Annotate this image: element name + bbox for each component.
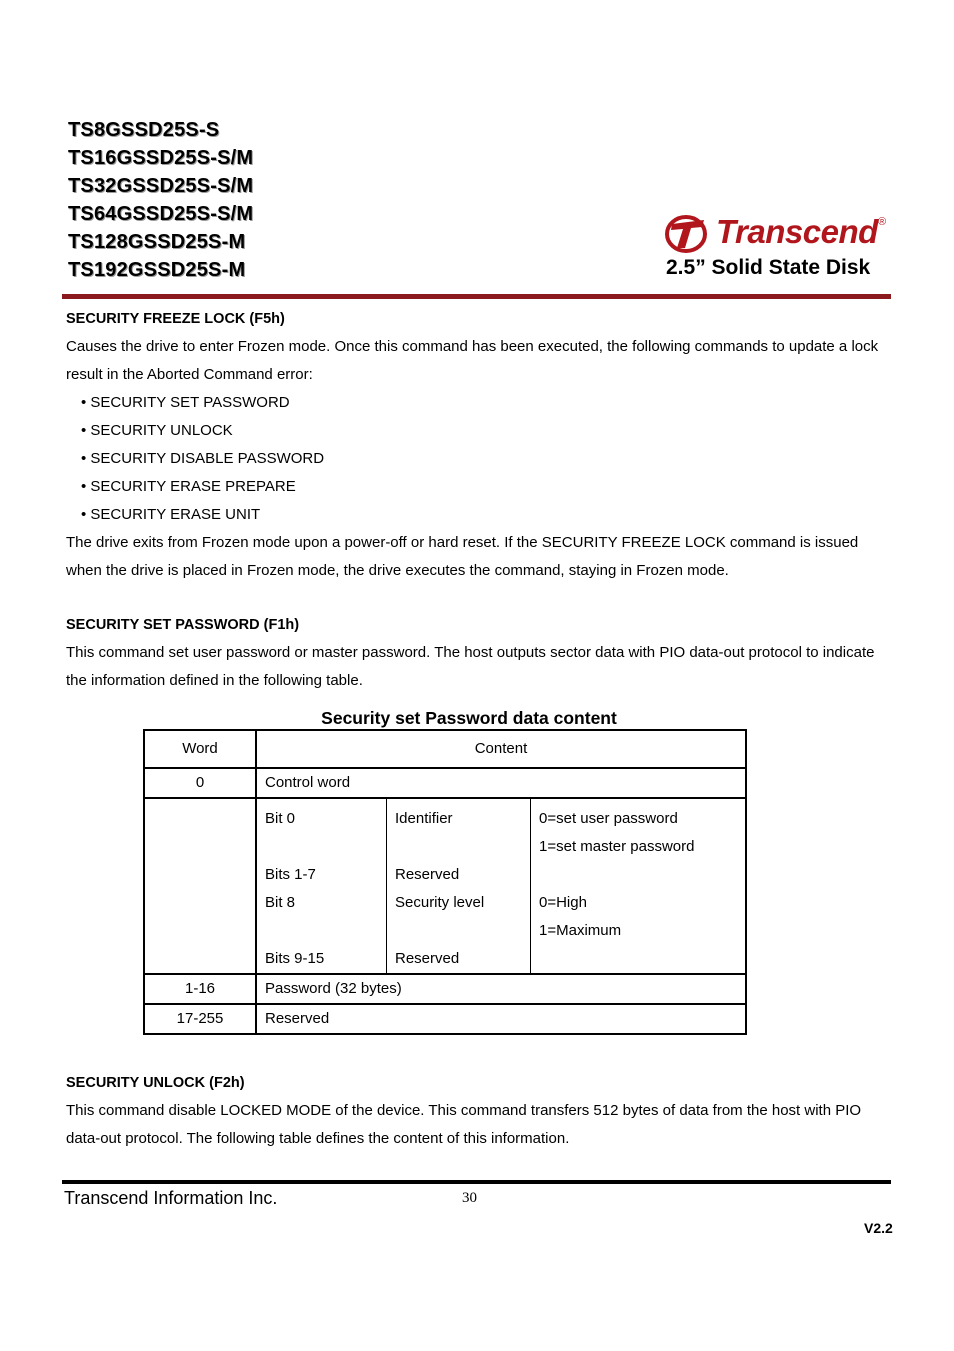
word-cell: 17-255 <box>144 1004 256 1034</box>
value-label: 0=set user password <box>539 810 678 827</box>
registered-mark: ® <box>878 216 887 228</box>
list-item: • SECURITY DISABLE PASSWORD <box>81 450 325 467</box>
content-cell: Password (32 bytes) <box>256 974 746 1004</box>
paragraph-line: when the drive is placed in Frozen mode, the drive executes the command, staying in Frozen mode. <box>66 562 729 579</box>
page-number: 30 <box>462 1190 477 1206</box>
model-name: TS128GSSD25S-M <box>68 231 246 253</box>
field-label <box>395 833 530 861</box>
document-body <box>66 305 902 1153</box>
bit-label: Bits 9-15 <box>265 950 325 967</box>
table-caption: Security set Password data content <box>321 708 617 728</box>
table-row <box>144 974 746 1004</box>
bit-label: Bit 8 <box>265 894 296 911</box>
paragraph-line: Causes the drive to enter Frozen mode. Once this command has been executed, the following commands to update a lock <box>66 338 879 355</box>
header-content: Content <box>256 730 746 768</box>
field-label: Reserved <box>395 866 460 883</box>
word-cell: 1-16 <box>144 974 256 1004</box>
field-label: Reserved <box>395 950 460 967</box>
header-divider <box>62 294 891 299</box>
section-heading-unlock: SECURITY UNLOCK (F2h) <box>66 1075 245 1091</box>
paragraph-line: data-out protocol. The following table defines the content of this information. <box>66 1130 570 1147</box>
bit-label <box>265 833 386 861</box>
table-row <box>144 798 746 974</box>
model-list <box>68 116 253 284</box>
list-item: • SECURITY UNLOCK <box>81 422 233 439</box>
field-label: Security level <box>395 894 485 911</box>
table-header-row <box>144 730 746 768</box>
word-cell-empty <box>144 798 256 974</box>
table-row <box>144 768 746 798</box>
model-name: TS32GSSD25S-S/M <box>68 175 254 197</box>
spacer <box>66 1035 902 1069</box>
section-heading-set-password: SECURITY SET PASSWORD (F1h) <box>66 617 300 633</box>
bits-column <box>257 799 387 973</box>
command-list <box>66 389 902 529</box>
table-row <box>144 1004 746 1034</box>
bit-label <box>265 917 386 945</box>
value-column <box>531 799 695 973</box>
paragraph-line: the information defined in the following table. <box>66 672 363 689</box>
password-data-table <box>143 729 747 1035</box>
model-name: TS64GSSD25S-S/M <box>68 203 254 225</box>
list-item: • SECURITY ERASE PREPARE <box>81 478 296 495</box>
model-name: TS16GSSD25S-S/M <box>68 147 254 169</box>
spacer <box>66 585 902 611</box>
footer-company: Transcend Information Inc. <box>64 1188 278 1208</box>
footer-divider <box>62 1180 891 1184</box>
paragraph-line: The drive exits from Frozen mode upon a power-off or hard reset. If the SECURITY FREEZE LOCK command is issued <box>66 534 859 551</box>
list-item: • SECURITY SET PASSWORD <box>81 394 290 411</box>
bit-label: Bit 0 <box>265 810 296 827</box>
value-label <box>539 861 695 889</box>
transcend-logo-icon <box>664 212 710 254</box>
paragraph-line: This command set user password or master password. The host outputs sector data with PIO data-out protocol to indicate <box>66 644 875 661</box>
product-subtitle: 2.5” Solid State Disk <box>666 256 871 279</box>
document-version: V2.2 <box>864 1220 893 1236</box>
field-column <box>387 799 531 973</box>
logo-wordmark: Transcend <box>716 213 878 250</box>
list-item: • SECURITY ERASE UNIT <box>81 506 261 523</box>
model-name: TS192GSSD25S-M <box>68 259 246 281</box>
header-word: Word <box>144 730 256 768</box>
paragraph-line: result in the Aborted Command error: <box>66 366 313 383</box>
field-label <box>395 917 530 945</box>
bit-label: Bits 1-7 <box>265 866 316 883</box>
content-cell: Reserved <box>256 1004 746 1034</box>
paragraph-line: This command disable LOCKED MODE of the device. This command transfers 512 bytes of data from the host with PIO <box>66 1102 862 1119</box>
content-cell: Control word <box>256 768 746 798</box>
bits-cell <box>256 798 746 974</box>
section-heading-freeze: SECURITY FREEZE LOCK (F5h) <box>66 311 285 327</box>
transcend-logo <box>664 210 888 256</box>
value-label: 0=High <box>539 894 587 911</box>
value-label <box>539 945 695 973</box>
word-cell: 0 <box>144 768 256 798</box>
field-label: Identifier <box>395 810 453 827</box>
value-label: 1=set master password <box>539 838 695 855</box>
model-name: TS8GSSD25S-S <box>68 119 220 141</box>
bits-grid <box>257 799 745 973</box>
value-label: 1=Maximum <box>539 922 622 939</box>
